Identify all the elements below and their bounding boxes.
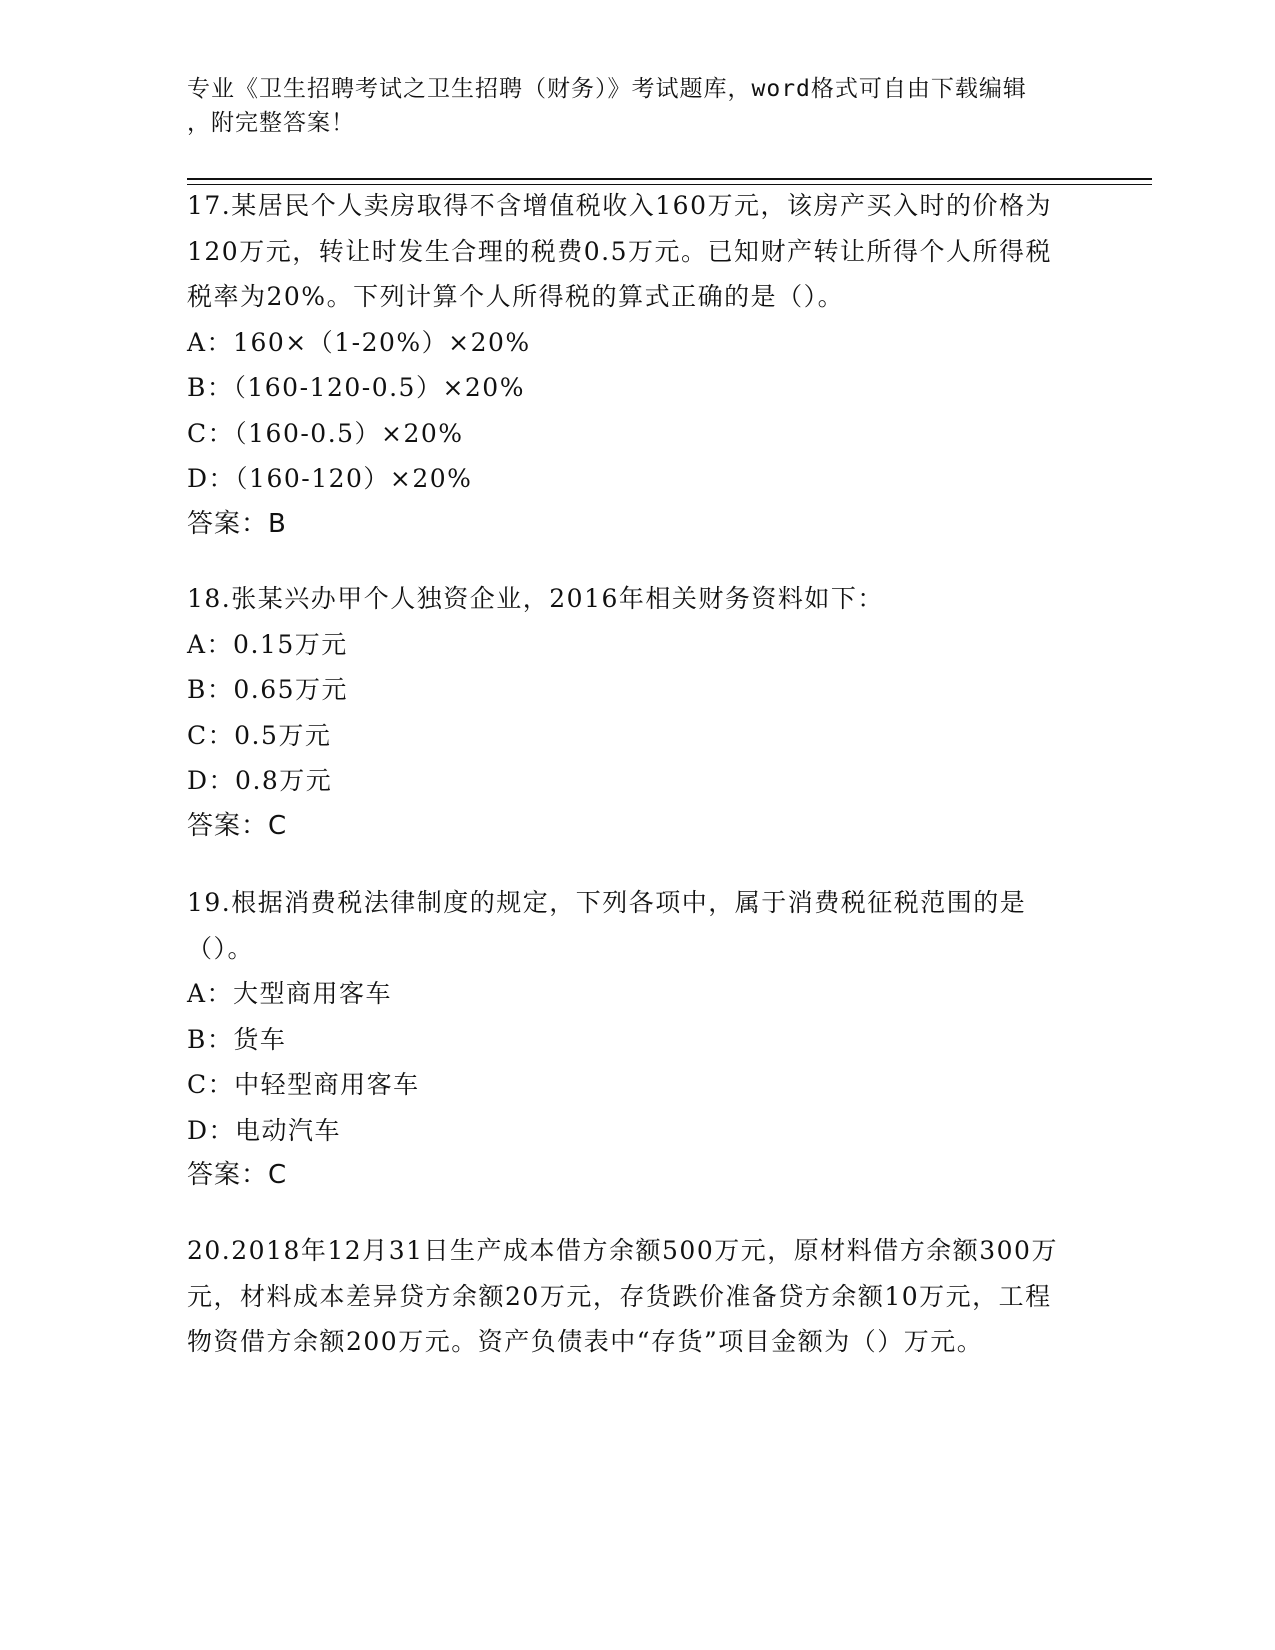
question-17 <box>187 183 1067 547</box>
option-b: B：（160-120-0.5）×20% <box>187 373 525 402</box>
option-d: D：0.8万元 <box>187 766 333 795</box>
option-list <box>187 320 1067 502</box>
question-stem: 17.某居民个人卖房取得不含增值税收入160万元，该房产买入时的价格为120万元，转让时发生合理的税费0.5万元。已知财产转让所得个人所得税税率为20%。下列计算个人所得税的算式正确的是（）。 <box>187 191 1052 311</box>
answer-text: 答案：B <box>187 508 287 539</box>
question-18 <box>187 576 1067 849</box>
option-b: B：0.65万元 <box>187 675 349 704</box>
option-b: B：货车 <box>187 1024 287 1054</box>
option-c: C：（160-0.5）×20% <box>187 418 464 448</box>
option-list <box>187 622 1067 804</box>
option-d: D：电动汽车 <box>187 1115 342 1145</box>
option-a: A：0.15万元 <box>187 629 348 659</box>
option-c: C：中轻型商用客车 <box>187 1070 420 1099</box>
document-header: 专业《卫生招聘考试之卫生招聘（财务）》考试题库，word格式可自由下载编辑 ，附完整答案！ <box>187 76 1027 136</box>
answer-text: 答案：C <box>187 1160 288 1190</box>
question-stem: 19.根据消费税法律制度的规定，下列各项中，属于消费税征税范围的是（）。 <box>187 888 1027 963</box>
question-stem: 18.张某兴办甲个人独资企业，2016年相关财务资料如下： <box>187 584 884 613</box>
option-a: A：大型商用客车 <box>187 979 393 1008</box>
header-divider-thick <box>187 178 1152 180</box>
option-a: A：160×（1-20%）×20% <box>187 327 531 357</box>
option-list <box>187 971 1067 1153</box>
question-20 <box>187 1228 1067 1365</box>
answer-text: 答案：C <box>187 810 288 841</box>
question-stem: 20.2018年12月31日生产成本借方余额500万元，原材料借方余额300万元，材料成本差异贷方余额20万元，存货跌价准备贷方余额10万元，工程物资借方余额200万元。资产负债表中“存货”项目金额为（）万元。 <box>187 1236 1058 1356</box>
option-c: C：0.5万元 <box>187 720 332 750</box>
option-d: D：（160-120）×20% <box>187 464 473 493</box>
question-19 <box>187 880 1067 1199</box>
